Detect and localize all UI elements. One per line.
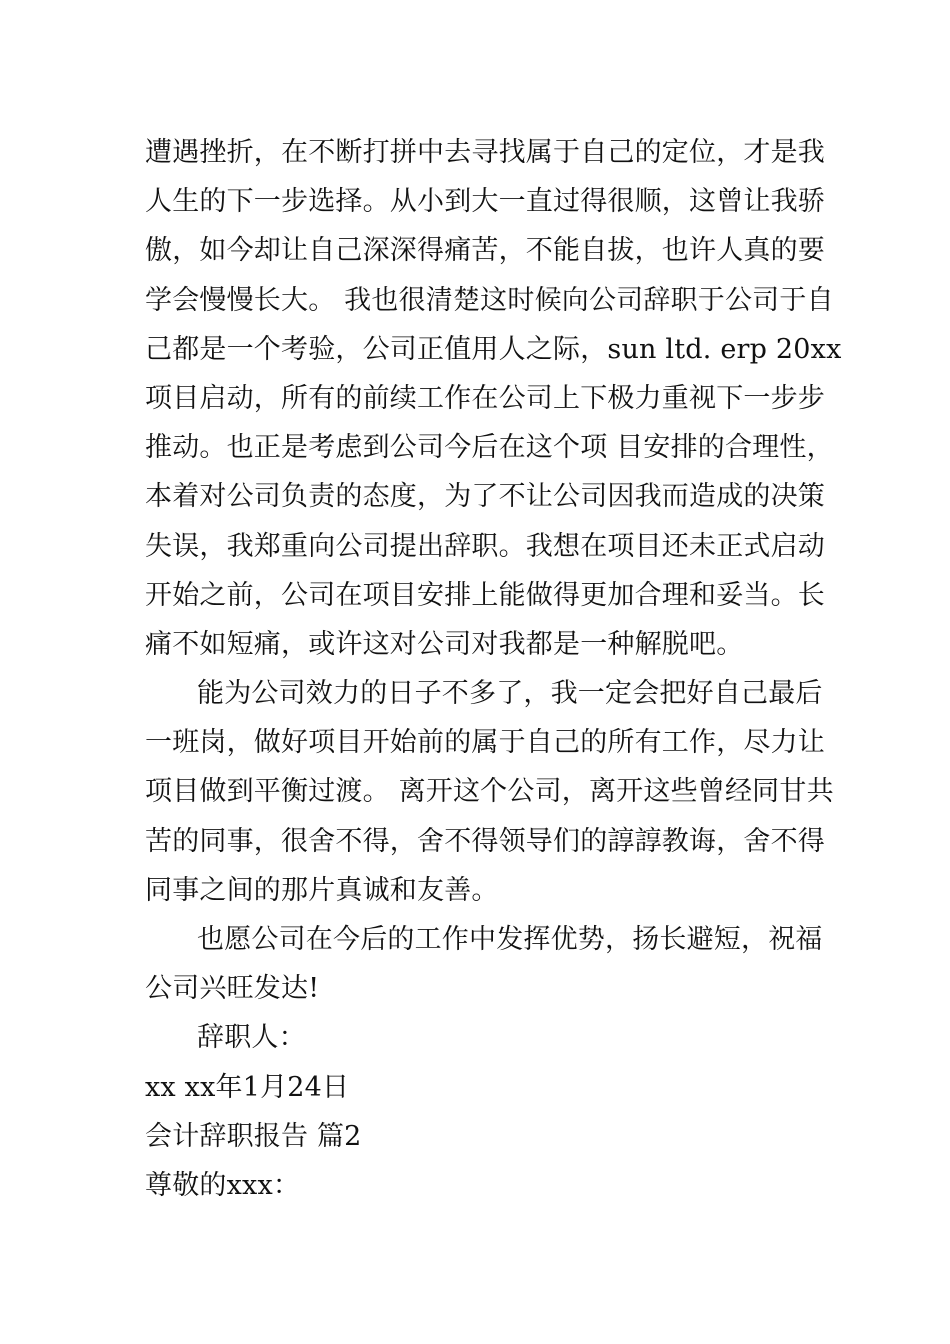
document-body [145, 128, 842, 1210]
paragraph-line: 公司兴旺发达! [145, 973, 320, 1005]
date-line: xx xx年1月24日 [145, 1071, 350, 1103]
salutation: 尊敬的xxx： [145, 1169, 301, 1201]
paragraph-line: 一班岗，做好项目开始前的属于自己的所有工作，尽力让 [145, 727, 825, 759]
paragraph-line: 人生的下一步选择。从小到大一直过得很顺，这曾让我骄 [145, 186, 825, 218]
paragraph-line: 己都是一个考验，公司正值用人之际，sun ltd. erp 20xx [145, 333, 842, 365]
paragraph-line: 项目做到平衡过渡。 离开这个公司，离开这些曾经同甘共 [145, 776, 834, 808]
paragraph-line: 开始之前，公司在项目安排上能做得更加合理和妥当。长 [145, 579, 825, 611]
paragraph-line: 傲，如今却让自己深深得痛苦，不能自拔，也许人真的要 [145, 235, 825, 267]
paragraph-line: 本着对公司负责的态度，为了不让公司因我而造成的决策 [145, 481, 825, 513]
paragraph-line: 学会慢慢长大。 我也很清楚这时候向公司辞职于公司于自 [145, 284, 834, 316]
paragraph-line: 项目启动，所有的前续工作在公司上下极力重视下一步步 [145, 382, 825, 414]
paragraph-line: 失误，我郑重向公司提出辞职。我想在项目还未正式启动 [145, 530, 825, 562]
section-heading: 会计辞职报告 篇2 [145, 1120, 362, 1152]
paragraph-line: 能为公司效力的日子不多了，我一定会把好自己最后 [197, 678, 823, 710]
paragraph-line: 苦的同事，很舍不得，舍不得领导们的諄諄教诲，舍不得 [145, 825, 825, 857]
paragraph-line: 遭遇挫折，在不断打拼中去寻找属于自己的定位，才是我 [145, 137, 825, 168]
signature-label: 辞职人： [197, 1022, 306, 1054]
paragraph-line: 痛不如短痛，或许这对公司对我都是一种解脱吧。 [145, 628, 744, 660]
paragraph-line: 也愿公司在今后的工作中发挥优势，扬长避短，祝福 [197, 924, 823, 955]
paragraph-line: 推动。也正是考虑到公司今后在这个项 目安排的合理性， [145, 432, 834, 464]
paragraph-line: 同事之间的那片真诚和友善。 [145, 874, 499, 906]
